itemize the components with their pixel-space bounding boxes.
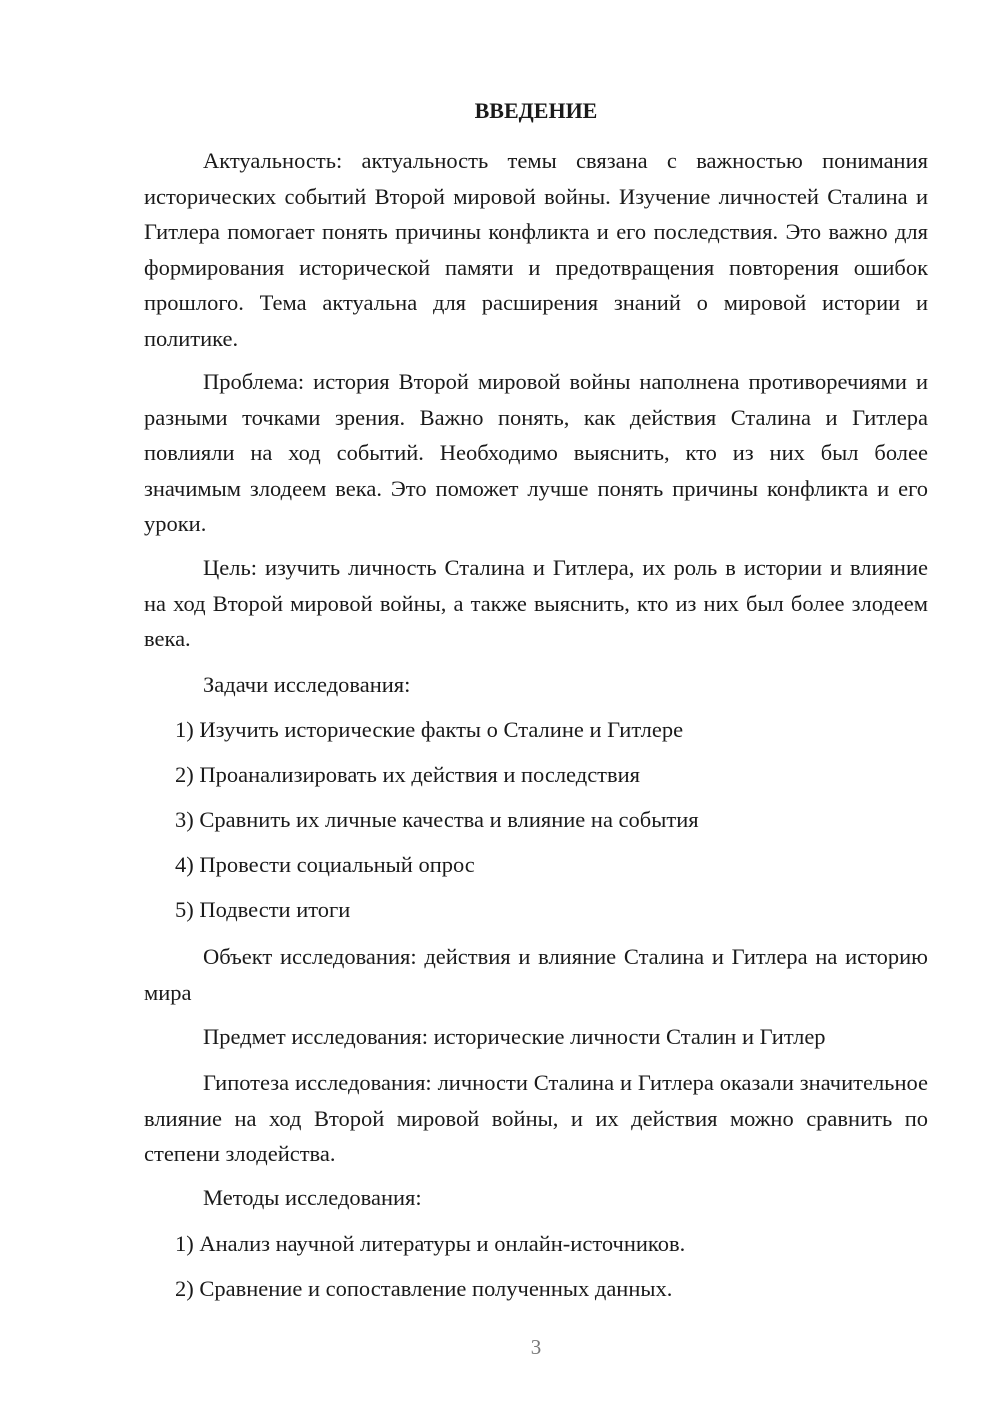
task-item-4: 4) Провести социальный опрос (175, 852, 475, 877)
object-paragraph: Объект исследования: действия и влияние Сталина и Гитлера на историю мира (144, 944, 928, 1005)
method-item-2: 2) Сравнение и сопоставление полученных данных. (175, 1276, 673, 1301)
tasks-heading: Задачи исследования: (203, 672, 411, 697)
task-item-5: 5) Подвести итоги (175, 897, 351, 922)
task-item-2: 2) Проанализировать их действия и последствия (175, 762, 641, 787)
problem-paragraph: Проблема: история Второй мировой войны наполнена противоречиями и разными точками зрения. Важно понять, как действия Сталина и Гитлера повлияли на ход событий. Необходимо выяснить, кто из них был более значимым злодеем века. Это поможет лучше понять причины конфликта и его уроки. (144, 369, 928, 536)
page-number: 3 (530, 1335, 542, 1359)
goal-paragraph: Цель: изучить личность Сталина и Гитлера, их роль в истории и влияние на ход Второй мировой войны, а также выяснить, кто из них был более злодеем века. (144, 555, 928, 651)
method-item-1: 1) Анализ научной литературы и онлайн-источников. (175, 1231, 686, 1256)
task-item-1: 1) Изучить исторические факты о Сталине и Гитлере (175, 717, 684, 742)
task-item-3: 3) Сравнить их личные качества и влияние на события (175, 807, 699, 832)
subject-line: Предмет исследования: исторические личности Сталин и Гитлер (203, 1024, 826, 1049)
methods-heading: Методы исследования: (203, 1185, 422, 1210)
hypothesis-paragraph: Гипотеза исследования: личности Сталина и Гитлера оказали значительное влияние на ход Второй мировой войны, и их действия можно сравнить по степени злодейства. (144, 1070, 928, 1166)
relevance-paragraph: Актуальность: актуальность темы связана с важностью понимания исторических событий Второй мировой войны. Изучение личностей Сталина и Гитлера помогает понять причины конфликта и его последствия. Это важно для формирования исторической памяти и предотвращения повторения ошибок прошлого. Тема актуальна для расширения знаний о мировой истории и политике. (144, 148, 928, 351)
page-title: ВВЕДЕНИЕ (474, 98, 598, 123)
